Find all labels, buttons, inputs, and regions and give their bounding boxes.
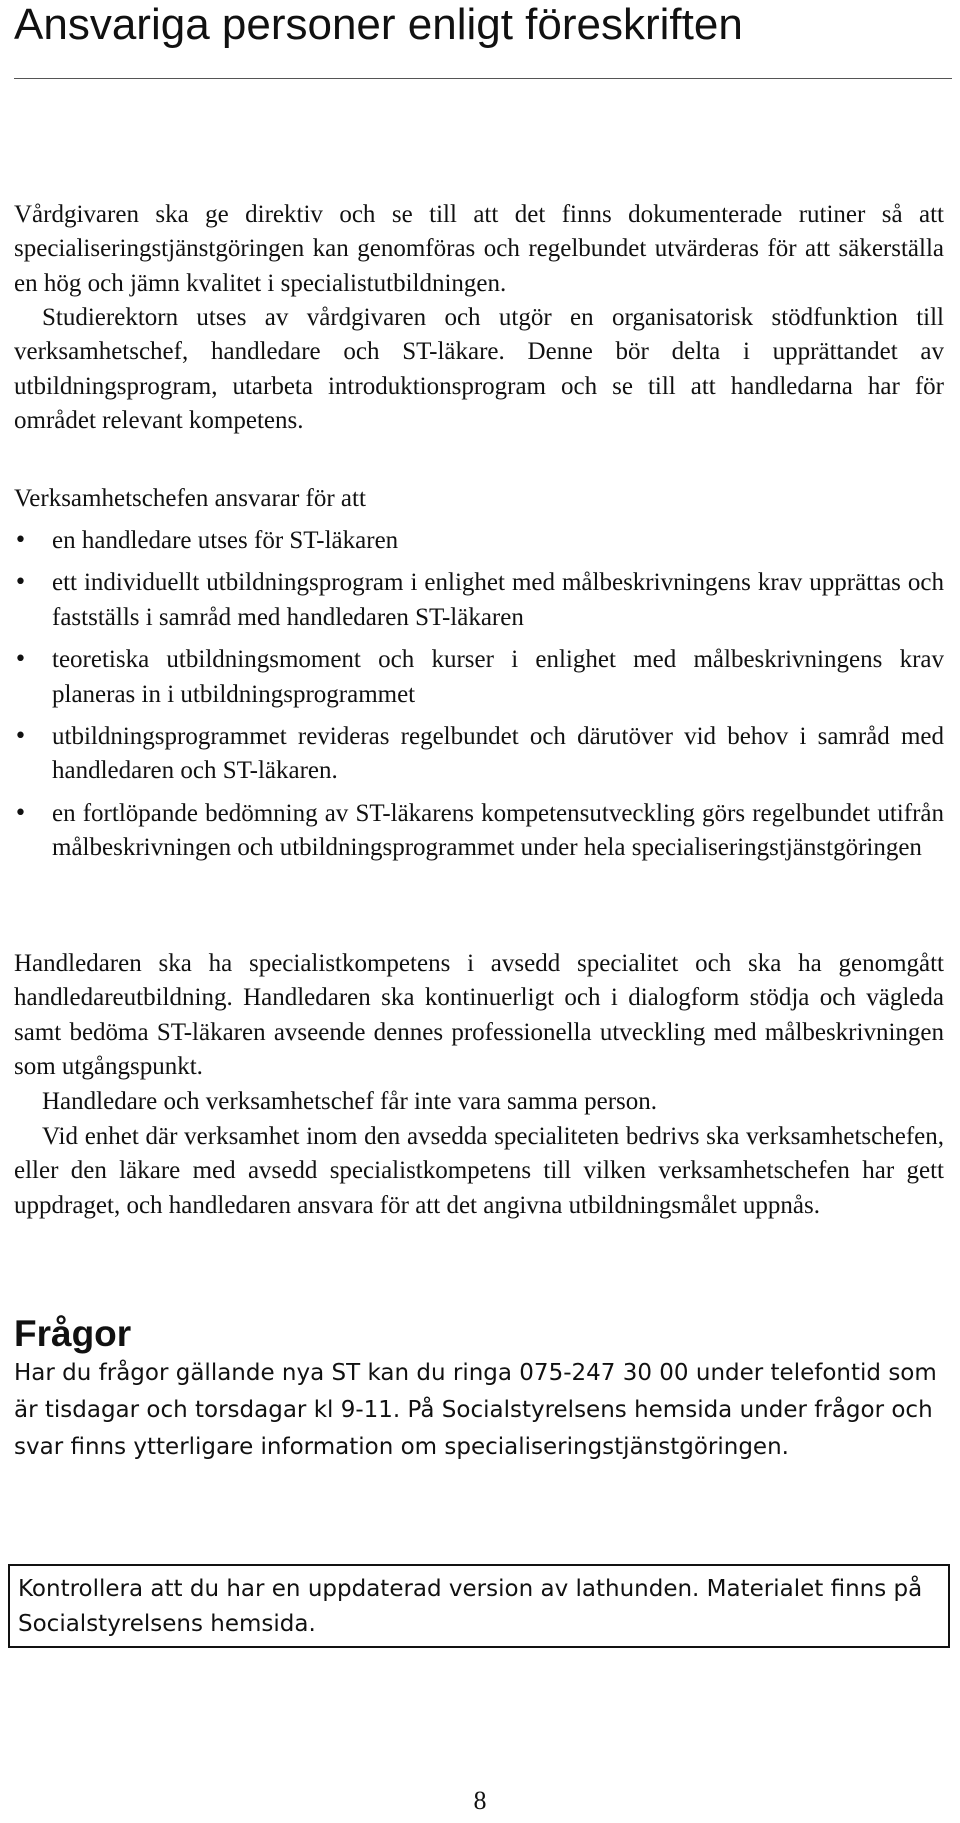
page-number: 8: [473, 1786, 487, 1815]
list-item-text: teoretiska utbildningsmoment och kurser i enlighet med målbeskrivningens krav planeras in i utbildningsprogrammet: [52, 646, 944, 708]
list-item: [14, 797, 944, 866]
notice-text: Kontrollera att du har en uppdaterad version av lathunden. Materialet finns på Socialstyrelsens hemsida.: [18, 1576, 923, 1637]
list-item-text: utbildningsprogrammet revideras regelbundet och därutöver vid behov i samråd med handledaren och ST-läkaren.: [52, 723, 944, 785]
bullet-icon: •: [14, 800, 27, 826]
list-item-text: en handledare utses för ST-läkaren: [52, 527, 399, 554]
handledare-rule-paragraph: Handledare och verksamhetschef får inte vara samma person.: [42, 1088, 658, 1115]
verksamhetschef-responsibility-list: [14, 524, 944, 874]
enhet-paragraph: Vid enhet där verksamhet inom den avsedda specialiteten bedrivs ska verksamhetschefen, eller den läkare med avsedd specialistkompetens till vilken verksamhetschefen har gett uppdraget, och handledaren ansvara för att det angivna utbildningsmålet uppnås.: [14, 1123, 944, 1219]
questions-text: Har du frågor gällande nya ST kan du ringa 075-247 30 00 under telefontid som är tisdagar och torsdagar kl 9-11. På Socialstyrelsens hemsida under frågor och svar finns ytterligare information om specialiseringstjänstgöringen.: [14, 1360, 937, 1460]
page-title: Ansvariga personer enligt föreskriften: [14, 0, 743, 49]
studierektor-paragraph: Studierektorn utses av vårdgivaren och utgör en organisatorisk stödfunktion till verksamhetschef, handledare och ST-läkare. Denne bör delta i upprättandet av utbildningsprogram, utarbeta introduktionsprogram och se till att handledarna har för området relevant kompetens.: [14, 304, 944, 435]
bullet-icon: •: [14, 724, 27, 750]
bullet-icon: •: [14, 647, 27, 673]
list-item: [14, 524, 944, 558]
list-item: [14, 643, 944, 712]
list-item-text: en fortlöpande bedömning av ST-läkarens kompetensutveckling görs regelbundet utifrån målbeskrivningen och utbildningsprogrammet under hela specialiseringstjänstgöringen: [52, 799, 944, 862]
questions-heading: Frågor: [14, 1313, 132, 1354]
list-item-text: ett individuellt utbildningsprogram i enlighet med målbeskrivningens krav upprättas och fastställs i samråd med handledaren ST-läkaren: [52, 569, 944, 631]
verksamhetschef-intro: Verksamhetschefen ansvarar för att: [14, 485, 366, 512]
list-item: [14, 720, 944, 789]
bullet-icon: •: [14, 528, 27, 553]
list-item: [14, 566, 944, 635]
title-underline: [14, 78, 952, 79]
handledare-paragraph: Handledaren ska ha specialistkompetens i avsedd specialitet och ska ha genomgått handledareutbildning. Handledaren ska kontinuerligt och i dialogform stödja och vägleda samt bedöma ST-läkaren avseende dennes professionella utveckling med målbeskrivningen som utgångspunkt.: [14, 950, 944, 1081]
vardgivare-paragraph: Vårdgivaren ska ge direktiv och se till att det finns dokumenterade rutiner så att specialiseringstjänstgöringen kan genomföras och regelbundet utvärderas för att säkerställa en hög och jämn kvalitet i specialistutbildningen.: [14, 201, 944, 297]
notice-box: [8, 1564, 950, 1648]
bullet-icon: •: [14, 570, 27, 596]
